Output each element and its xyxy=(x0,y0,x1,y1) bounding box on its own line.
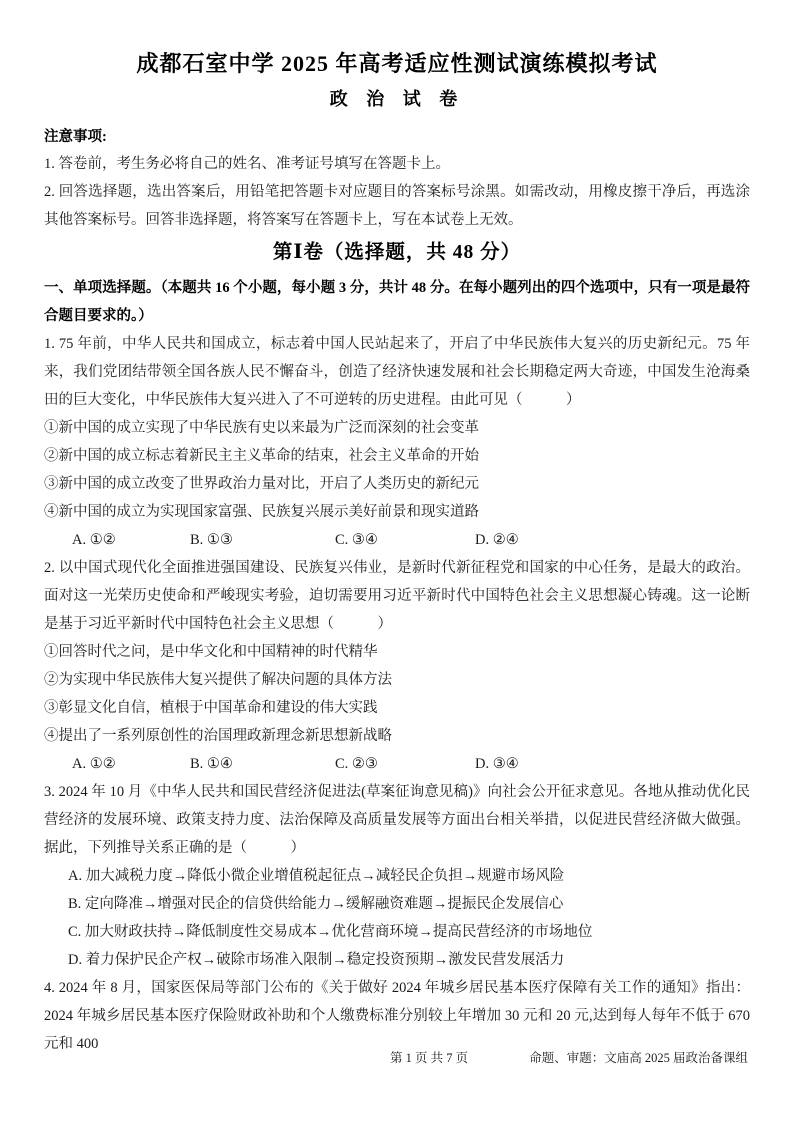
question-4-stem: 4. 2024 年 8 月，国家医保局等部门公布的《关于做好 2024 年城乡居民基本医疗保障有关工作的通知》指出：2024 年城乡居民基本医疗保险财政补助和个人缴费标准分别较上年增加 30 元和 20 元,达到每人每年不低于 670 元和 400 xyxy=(44,980,750,1052)
question-2-item-3: ③彰显文化自信，植根于中国革命和建设的伟大实践 xyxy=(44,700,378,716)
question-1-options-row xyxy=(44,526,750,554)
page-number: 第 1 页 共 7 页 xyxy=(390,1051,469,1065)
section-1-heading: 第Ⅰ卷（选择题，共 48 分） xyxy=(272,242,522,263)
question-2-option-c: C. ②③ xyxy=(335,756,378,772)
question-1-stem: 1. 75 年前，中华人民共和国成立，标志着中国人民站起来了，开启了中华民族伟大复兴的历史新纪元。75 年来，我们党团结带领全国各族人民不懈奋斗，创造了经济快速发展和社会长期稳定两大奇迹，中国发生沧海桑田的巨大变化，中华民族伟大复兴进入了不可逆转的历史进程。由此可见（ ） xyxy=(44,336,750,408)
footer-credit: 命题、审题：文庙高 2025 届政治备课组 xyxy=(529,1051,748,1065)
question-3-option-c: C. 加大财政扶持→降低制度性交易成本→优化营商环境→提高民营经济的市场地位 xyxy=(68,924,593,940)
note-item-1: 1. 答卷前，考生务必将自己的姓名、准考证号填写在答题卡上。 xyxy=(44,156,450,172)
question-2-option-b: B. ①④ xyxy=(190,756,233,772)
page-subtitle: 政 治 试 卷 xyxy=(329,89,465,109)
question-2-item-2: ②为实现中华民族伟大复兴提供了解决问题的具体方法 xyxy=(44,672,392,688)
question-1-option-a: A. ①② xyxy=(72,532,116,548)
question-1-item-4: ④新中国的成立为实现国家富强、民族复兴展示美好前景和现实道路 xyxy=(44,504,479,520)
question-3-stem: 3. 2024 年 10 月《中华人民共和国民营经济促进法(草案征询意见稿)》向社会公开征求意见。各地从推动优化民营经济的发展环境、政策支持力度、法治保障及高质量发展等方面出台相关举措，以促进民营经济做大做强。据此，下列推导关系正确的是（ ） xyxy=(44,784,750,856)
question-3-option-b: B. 定向降准→增强对民企的信贷供给能力→缓解融资难题→提振民企发展信心 xyxy=(68,896,564,912)
question-2-stem: 2. 以中国式现代化全面推进强国建设、民族复兴伟业，是新时代新征程党和国家的中心任务，是最大的政治。面对这一光荣历史使命和严峻现实考验，迫切需要用习近平新时代中国特色社会主义思想凝心铸魂。这一论断是基于习近平新时代中国特色社会主义思想（ ） xyxy=(44,560,750,632)
question-2-option-a: A. ①② xyxy=(72,756,116,772)
question-2-options-row xyxy=(44,750,750,778)
notes-heading: 注意事项: xyxy=(44,129,107,145)
page-footer xyxy=(0,1049,794,1067)
question-2-item-1: ①回答时代之问，是中华文化和中国精神的时代精华 xyxy=(44,644,378,660)
question-1-item-1: ①新中国的成立实现了中华民族有史以来最为广泛而深刻的社会变革 xyxy=(44,420,479,436)
question-1-option-c: C. ③④ xyxy=(335,532,378,548)
question-1 xyxy=(44,330,750,554)
question-4 xyxy=(44,974,750,1058)
question-1-option-b: B. ①③ xyxy=(190,532,233,548)
question-1-item-2: ②新中国的成立标志着新民主主义革命的结束，社会主义革命的开始 xyxy=(44,448,479,464)
note-item-2: 2. 回答选择题，选出答案后，用铅笔把答题卡对应题目的答案标号涂黑。如需改动，用橡皮擦干净后，再选涂其他答案标号。回答非选择题，将答案写在答题卡上，写在本试卷上无效。 xyxy=(44,184,750,228)
question-2 xyxy=(44,554,750,778)
question-3 xyxy=(44,778,750,974)
section-1-intro: 一、单项选择题。（本题共 16 个小题，每小题 3 分，共计 48 分。在每小题列出的四个选项中，只有一项是最符合题目要求的。） xyxy=(44,280,750,324)
question-1-option-d: D. ②④ xyxy=(475,532,519,548)
page-title: 成都石室中学 2025 年高考适应性测试演练模拟考试 xyxy=(136,51,658,76)
question-3-option-a: A. 加大减税力度→降低小微企业增值税起征点→减轻民企负担→规避市场风险 xyxy=(68,868,565,884)
question-1-item-3: ③新中国的成立改变了世界政治力量对比，开启了人类历史的新纪元 xyxy=(44,476,479,492)
question-3-option-d: D. 着力保护民企产权→破除市场准入限制→稳定投资预期→激发民营发展活力 xyxy=(68,952,565,968)
question-2-option-d: D. ③④ xyxy=(475,756,519,772)
question-2-item-4: ④提出了一系列原创性的治国理政新理念新思想新战略 xyxy=(44,728,392,744)
